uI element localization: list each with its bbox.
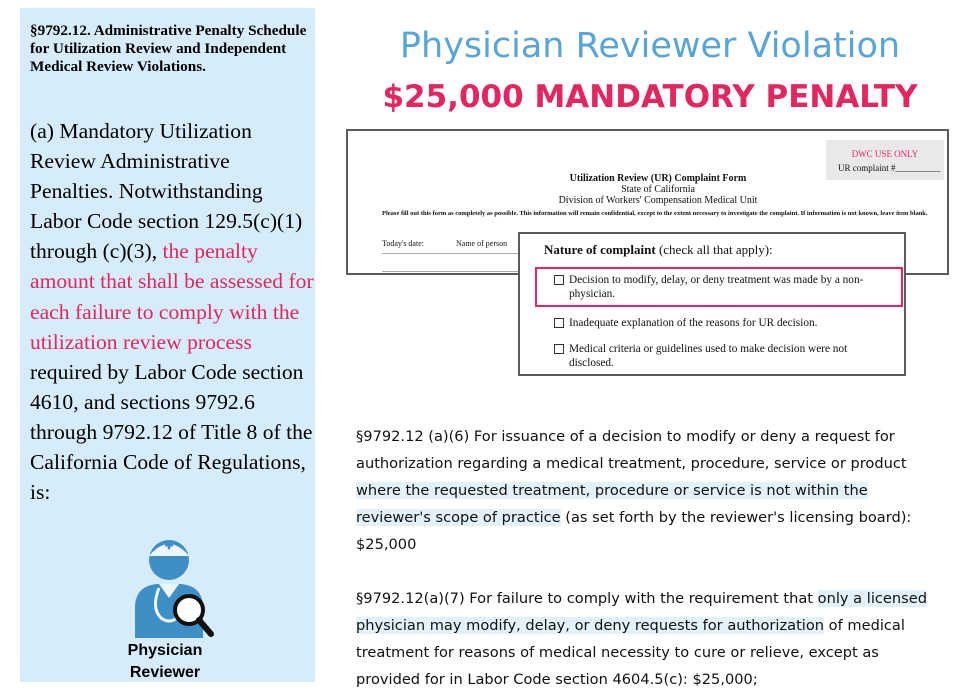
regulation-text-part-2: required by Labor Code section 4610, and sections 9792.6 through 9792.12 of Title 8 of the California Code of Regulations, is: [30,359,313,505]
form-note: Please fill out this form as completely as possible. This information will remain confidential, except to the extent necessary to investigate the complaint. If information is not known, leave item blank. [382,210,928,217]
a7-highlight: only a licensed physician may modify, delay, or deny requests for authorization [356,590,927,634]
name-of-person-label: Name of person [456,239,508,248]
page-title: Physician Reviewer Violation [399,26,901,66]
regulation-panel [20,8,315,682]
a6-highlight: where the requested treatment, procedure or service is not within the reviewer's scope of practice [356,482,868,526]
checkbox-icon [554,318,564,328]
complaint-option-criteria-not-disclosed: Medical criteria or guidelines used to make decision were not disclosed. [569,343,848,369]
todays-date-label: Today's date: [382,239,424,248]
dwc-use-box [826,140,944,180]
regulation-a6-paragraph [356,423,946,558]
form-title-line-2: State of California [621,184,695,195]
form-title [508,173,808,206]
regulation-text-part-1: (a) Mandatory Utilization Review Administrative Penalties. Notwithstanding Labor Code section 129.5(c)(1) through (c)(3), [30,119,303,264]
a7-text-2: of medical treatment for reasons of medical necessity to cure or relieve, except as provided for in Labor Code section 4604.5(c): $25,000; [356,617,905,688]
checkbox-icon [554,275,564,285]
form-title-line-1: Utilization Review (UR) Complaint Form [569,173,747,184]
a7-text-1: §9792.12(a)(7) For failure to comply with the requirement that [356,590,818,607]
complaint-option-non-physician: Decision to modify, delay, or deny treatment was made by a non-physician. [569,274,864,300]
regulation-text-emphasis: the penalty amount that shall be assessed for each failure to comply with the utilization review process [30,239,314,354]
complaint-option-inadequate-explanation: Inadequate explanation of the reasons for UR decision. [569,317,818,329]
regulation-heading: §9792.12. Administrative Penalty Schedule for Utilization Review and Independent Medical Review Violations. [30,22,307,75]
icon-caption [95,640,235,684]
checkbox-icon [554,344,564,354]
regulation-text [30,116,315,507]
icon-caption-line-2: Reviewer [129,664,201,681]
ur-complaint-label: UR complaint #__________ [838,163,941,173]
a6-text-1: §9792.12 (a)(6) For issuance of a decision to modify or deny a request for authorization regarding a medical treatment, procedure, service or product [356,428,907,472]
icon-caption-line-1: Physician [127,642,203,659]
nature-of-complaint-callout [518,232,906,376]
form-title-line-3: Division of Workers' Compensation Medical Unit [558,195,758,206]
a6-text-2: (as set forth by the reviewer's licensing board): $25,000 [356,509,912,553]
regulation-a7-paragraph [356,585,946,693]
nature-of-complaint-heading: Nature of complaint (check all that apply): [544,242,773,257]
dwc-use-label: DWC USE ONLY [851,149,919,159]
page-subtitle: $25,000 MANDATORY PENALTY [382,79,918,115]
physician-reviewer-icon [133,538,215,638]
